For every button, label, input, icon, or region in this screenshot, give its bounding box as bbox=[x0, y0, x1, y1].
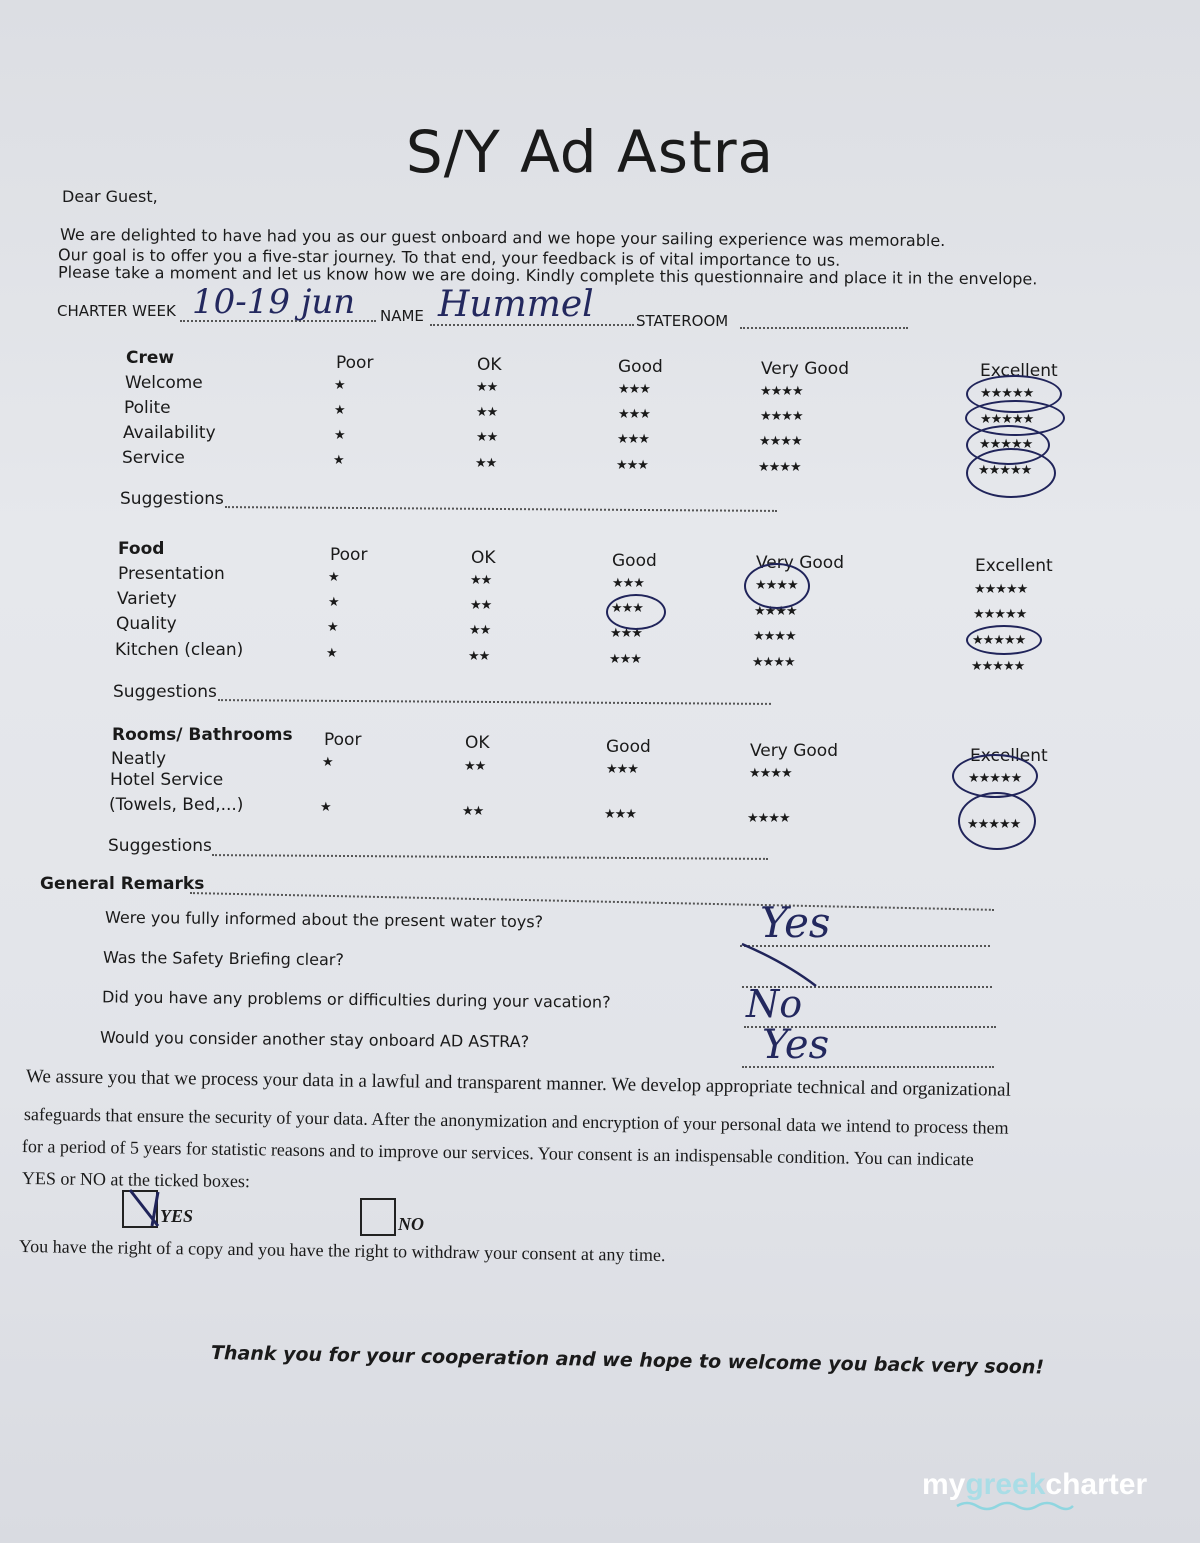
star-rating-2[interactable]: ★★ bbox=[476, 405, 498, 420]
crew-item-availability: Availability bbox=[123, 423, 216, 443]
star-rating-1[interactable]: ★ bbox=[334, 378, 345, 393]
answer-another-stay: Yes bbox=[762, 1022, 830, 1068]
star-rating-1[interactable]: ★ bbox=[328, 570, 339, 585]
rooms-head-ok: OK bbox=[465, 733, 490, 753]
privacy-line-2: safeguards that ensure the security of your data. After the anonymization and encryption of your personal data we intend to process them bbox=[23, 1104, 1009, 1138]
food-item-quality: Quality bbox=[116, 614, 177, 634]
star-rating-3[interactable]: ★★★ bbox=[611, 601, 643, 616]
star-rating-1[interactable]: ★ bbox=[334, 403, 345, 418]
rooms-suggestions-label: Suggestions bbox=[108, 836, 212, 856]
food-suggestions-label: Suggestions bbox=[113, 682, 217, 702]
food-item-presentation: Presentation bbox=[118, 564, 225, 584]
crew-head-ok: OK bbox=[477, 355, 502, 375]
star-rating-3[interactable]: ★★★ bbox=[609, 652, 641, 667]
yes-label: YES bbox=[160, 1206, 194, 1226]
star-rating-4[interactable]: ★★★★ bbox=[753, 629, 796, 644]
crew-item-polite: Polite bbox=[124, 398, 171, 418]
question-problems: Did you have any problems or difficulties during your vacation? bbox=[101, 987, 611, 1012]
privacy-line-4: YES or NO at the ticked boxes: bbox=[21, 1168, 251, 1192]
star-rating-4[interactable]: ★★★★ bbox=[752, 655, 795, 670]
general-remarks-line[interactable] bbox=[190, 892, 994, 911]
rooms-head-poor: Poor bbox=[324, 730, 362, 750]
star-rating-5[interactable]: ★★★★★ bbox=[974, 582, 1028, 597]
rooms-head-good: Good bbox=[606, 737, 651, 757]
food-suggestions-line[interactable] bbox=[218, 699, 771, 705]
star-rating-2[interactable]: ★★ bbox=[476, 380, 498, 395]
star-rating-2[interactable]: ★★ bbox=[475, 456, 497, 471]
brand-part-greek: greek bbox=[965, 1468, 1046, 1501]
general-remarks-title: General Remarks bbox=[40, 874, 205, 894]
food-head-good: Good bbox=[612, 551, 657, 571]
star-rating-3[interactable]: ★★★ bbox=[612, 576, 644, 591]
food-item-variety: Variety bbox=[117, 589, 177, 609]
star-rating-2[interactable]: ★★ bbox=[469, 623, 491, 638]
answer-water-toys: Yes bbox=[760, 898, 831, 947]
food-head-poor: Poor bbox=[330, 545, 368, 565]
star-rating-5[interactable]: ★★★★★ bbox=[967, 817, 1021, 832]
rooms-item-neatly: Neatly bbox=[111, 749, 167, 769]
wave-logo-icon bbox=[955, 1500, 1075, 1512]
star-rating-1[interactable]: ★ bbox=[326, 646, 337, 661]
food-head-ok: OK bbox=[471, 548, 496, 568]
circled-mark bbox=[966, 448, 1056, 498]
crew-head-excellent: Excellent bbox=[980, 361, 1058, 381]
privacy-line-1: We assure you that we process your data in a lawful and transparent manner. We develop appropriate technical and organizational bbox=[25, 1066, 1011, 1101]
rooms-item-towels: (Towels, Bed,...) bbox=[109, 795, 244, 815]
question-safety-briefing: Was the Safety Briefing clear? bbox=[102, 947, 344, 970]
no-label: NO bbox=[398, 1214, 424, 1234]
star-rating-2[interactable]: ★★ bbox=[476, 430, 498, 445]
page-title: S/Y Ad Astra bbox=[405, 118, 775, 186]
no-checkbox[interactable] bbox=[360, 1198, 396, 1236]
rooms-head-very-good: Very Good bbox=[750, 741, 838, 761]
rooms-head-excellent: Excellent bbox=[970, 746, 1048, 766]
food-item-kitchen: Kitchen (clean) bbox=[115, 640, 244, 660]
crew-section-title: Crew bbox=[126, 348, 175, 368]
circled-mark bbox=[744, 563, 810, 609]
star-rating-5[interactable]: ★★★★★ bbox=[979, 437, 1033, 452]
check-mark-icon bbox=[128, 1186, 164, 1230]
privacy-line-3: for a period of 5 years for statistic reasons and to improve our services. Your consent is an indispensable condition. You can indicate bbox=[21, 1136, 974, 1170]
star-rating-4[interactable]: ★★★★ bbox=[759, 434, 802, 449]
star-rating-3[interactable]: ★★★ bbox=[604, 807, 636, 822]
crew-head-very-good: Very Good bbox=[761, 359, 849, 379]
star-rating-5[interactable]: ★★★★★ bbox=[973, 607, 1027, 622]
stateroom-line[interactable] bbox=[740, 327, 908, 329]
star-rating-3[interactable]: ★★★ bbox=[606, 762, 638, 777]
brand-watermark bbox=[922, 1468, 1147, 1502]
pen-stroke bbox=[740, 930, 820, 990]
thank-you-note: Thank you for your cooperation and we hope to welcome you back very soon! bbox=[210, 1342, 1045, 1379]
star-rating-1[interactable]: ★ bbox=[320, 800, 331, 815]
star-rating-2[interactable]: ★★ bbox=[468, 649, 490, 664]
star-rating-1[interactable]: ★ bbox=[334, 428, 345, 443]
intro-line-1: We are delighted to have had you as our guest onboard and we hope your sailing experience was memorable. bbox=[59, 224, 946, 251]
star-rating-5[interactable]: ★★★★★ bbox=[971, 659, 1025, 674]
star-rating-1[interactable]: ★ bbox=[328, 595, 339, 610]
answer-problems: No bbox=[746, 982, 803, 1026]
star-rating-4[interactable]: ★★★★ bbox=[749, 766, 792, 781]
circled-mark bbox=[966, 625, 1042, 655]
crew-head-good: Good bbox=[618, 357, 663, 377]
circled-mark bbox=[958, 792, 1036, 850]
food-head-excellent: Excellent bbox=[975, 556, 1053, 576]
rights-statement: You have the right of a copy and you have the right to withdraw your consent at any time. bbox=[18, 1236, 666, 1266]
star-rating-3[interactable]: ★★★ bbox=[617, 432, 649, 447]
star-rating-2[interactable]: ★★ bbox=[470, 598, 492, 613]
rooms-item-hotel-service: Hotel Service bbox=[110, 770, 224, 790]
star-rating-4[interactable]: ★★★★ bbox=[747, 811, 790, 826]
food-head-very-good: Very Good bbox=[756, 553, 844, 573]
crew-item-service: Service bbox=[122, 448, 185, 468]
star-rating-1[interactable]: ★ bbox=[322, 755, 333, 770]
star-rating-3[interactable]: ★★★ bbox=[610, 626, 642, 641]
food-section-title: Food bbox=[118, 539, 165, 559]
brand-part-my: my bbox=[922, 1468, 966, 1501]
star-rating-2[interactable]: ★★ bbox=[464, 759, 486, 774]
star-rating-3[interactable]: ★★★ bbox=[618, 407, 650, 422]
intro-line-2: Our goal is to offer you a five-star journey. To that end, your feedback is of vital importance to us. bbox=[57, 245, 841, 270]
star-rating-4[interactable]: ★★★★ bbox=[755, 578, 798, 593]
rooms-section-title: Rooms/ Bathrooms bbox=[112, 725, 293, 745]
star-rating-5[interactable]: ★★★★★ bbox=[978, 463, 1032, 478]
star-rating-1[interactable]: ★ bbox=[333, 453, 344, 468]
greeting: Dear Guest, bbox=[62, 187, 158, 206]
star-rating-4[interactable]: ★★★★ bbox=[760, 409, 803, 424]
circled-mark bbox=[606, 594, 666, 630]
stateroom-label: STATEROOM bbox=[636, 312, 729, 330]
star-rating-4[interactable]: ★★★★ bbox=[760, 384, 803, 399]
question-water-toys: Were you fully informed about the present water toys? bbox=[104, 907, 544, 932]
name-value: Hummel bbox=[438, 284, 594, 325]
star-rating-5[interactable]: ★★★★★ bbox=[968, 771, 1022, 786]
star-rating-4[interactable]: ★★★★ bbox=[754, 604, 797, 619]
star-rating-2[interactable]: ★★ bbox=[462, 804, 484, 819]
crew-item-welcome: Welcome bbox=[125, 373, 203, 393]
charter-week-value: 10-19 jun bbox=[192, 282, 356, 322]
star-rating-3[interactable]: ★★★ bbox=[616, 458, 648, 473]
crew-head-poor: Poor bbox=[336, 353, 374, 373]
star-rating-1[interactable]: ★ bbox=[327, 620, 338, 635]
star-rating-2[interactable]: ★★ bbox=[470, 573, 492, 588]
star-rating-5[interactable]: ★★★★★ bbox=[980, 386, 1034, 401]
intro-line-3: Please take a moment and let us know how we are doing. Kindly complete this questionnaire and place it in the envelope. bbox=[57, 262, 1038, 289]
name-label: NAME bbox=[380, 307, 424, 325]
star-rating-3[interactable]: ★★★ bbox=[618, 382, 650, 397]
brand-part-charter: charter bbox=[1045, 1468, 1148, 1501]
star-rating-5[interactable]: ★★★★★ bbox=[972, 633, 1026, 648]
crew-suggestions-label: Suggestions bbox=[120, 489, 224, 509]
question-another-stay: Would you consider another stay onboard AD ASTRA? bbox=[99, 1027, 530, 1052]
crew-suggestions-line[interactable] bbox=[225, 506, 777, 512]
star-rating-4[interactable]: ★★★★ bbox=[758, 460, 801, 475]
star-rating-5[interactable]: ★★★★★ bbox=[980, 412, 1034, 427]
charter-week-label: CHARTER WEEK bbox=[57, 302, 176, 320]
rooms-suggestions-line[interactable] bbox=[212, 854, 768, 860]
